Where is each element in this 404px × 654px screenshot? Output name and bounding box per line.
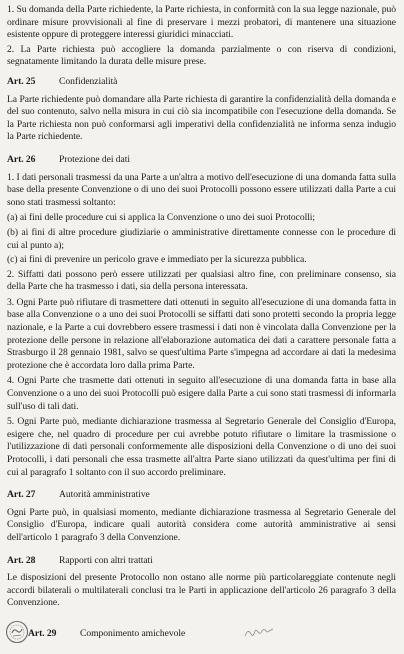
article-number: Art. 27 [7, 489, 36, 501]
article-26-paragraph-1: 1. I dati personali trasmessi da una Parte a un'altra a motivo dell'esecuzione di una domanda fatta sulla base della presente Convenzione o di uno dei suoi Protocolli possono essere utilizzati dalla Parte a cui sono stati trasmessi soltanto: [7, 171, 396, 208]
article-27-paragraph: Ogni Parte può, in qualsiasi momento, mediante dichiarazione trasmessa al Segretario Generale del Consiglio d'Europa, indicare quali autorità considera come autorità amministrative ai sensi dell'articolo 1 paragrafo 3 della Convenzione. [7, 506, 396, 543]
article-26-paragraph-4: 4. Ogni Parte che trasmette dati ottenuti in seguito all'esecuzione di una domanda fatta in base alla Convenzione o a uno dei suoi Protocolli può esigere dalla Parte a cui sono stati trasmessi di informarla sull'uso di tali dati. [7, 375, 396, 412]
article-26-paragraph-2: 2. Siffatti dati possono però essere utilizzati per qualsiasi altro fine, con preliminare consenso, sia della Parte che ha trasmesso i dati, sia della persona interessata. [7, 268, 396, 293]
handwritten-initials-icon [243, 626, 277, 640]
article-26-paragraph-5: 5. Ogni Parte può, mediante dichiarazione trasmessa al Segretario Generale del Consiglio d'Europa, esigere che, nel quadro di procedure per cui avrebbe potuto rifiutare o limitare la trasmissione o l'utilizzazione di dati personali conformemente alle disposizioni della Convenzione o di uno dei suoi Protocolli, i dati personali che essa trasmette all'altra Parte siano utilizzati da quest'ultima per fini di cui al paragrafo 1 soltanto con il suo accordo preliminare. [7, 416, 396, 478]
article-title: Protezione dei dati [59, 153, 130, 165]
article-26-item-a: (a) ai fini delle procedure cui si applica la Convenzione o uno dei suoi Protocolli; [7, 212, 316, 224]
article-28-paragraph: Le disposizioni del presente Protocollo non ostano alle norme più particolareggiate contenute negli accordi bilaterali o multilaterali conclusi tra le Parti in applicazione dell'articolo 26 paragrafo 3 della Convenzione. [7, 572, 396, 609]
article-number: Art. 26 [7, 153, 36, 165]
article-25-paragraph: La Parte richiedente può domandare alla Parte richiesta di garantire la confidenzialità della domanda e del suo contenuto, salvo nella misura in cui ciò sia incompatibile con l'esecuzione della domanda. Se la Parte richiesta non può conformarsi agli imperativi della confidenzialità ne informa senza indugio la Parte richiedente. [7, 93, 396, 143]
article-heading-26 [7, 154, 396, 167]
article-heading-28 [7, 555, 396, 568]
article-number: Art. 25 [7, 75, 36, 87]
article-26-paragraph-3: 3. Ogni Parte può rifiutare di trasmettere dati ottenuti in seguito all'esecuzione di una domanda fatta in base alla Convenzione o a uno dei suoi Protocolli se siffatti dati sono protetti secondo la propria legge nazionale, e la Parte a cui dovrebbero essere trasmessi i dati non è vincolata dalla Convenzione per la protezione delle persone in relazione all'elaborazione automatica dei dati a carattere personale fatta a Strasburgo il 28 gennaio 1981, salvo se quest'ultima Parte s'impegna ad accordare ai dati la medesima protezione che è accordata loro dalla prima Parte. [7, 296, 396, 371]
article-title: Rapporti con altri trattati [59, 554, 153, 566]
article-number: Art. 29 [28, 628, 57, 639]
article-heading-29 [7, 628, 185, 641]
article-number: Art. 28 [7, 554, 36, 566]
paragraph-measures-1: 1. Su domanda della Parte richiedente, la Parte richiesta, in conformità con la sua legge nazionale, può ordinare misure provvisionali al fine di preservare i mezzi probatori, di mantenere una situazione esistente oppure di proteggere interessi giuridici minacciati. [7, 4, 396, 41]
paragraph-measures-2: 2. La Parte richiesta può accogliere la domanda parzialmente o con riserva di condizioni, segnatamente limitando la durata delle misure prese. [7, 43, 396, 68]
article-title: Confidenzialità [59, 75, 118, 87]
article-26-item-c: (c) ai fini di prevenire un pericolo grave e immediato per la sicurezza pubblica. [7, 254, 307, 266]
article-26-item-b: (b) ai fini di altre procedure giudiziarie o amministrative direttamente connesse con le procedure di cui al punto a); [7, 226, 396, 251]
article-title: Autorità amministrative [59, 489, 150, 501]
article-title: Componimento amichevole [80, 628, 186, 639]
article-heading-25 [7, 76, 396, 89]
article-heading-27 [7, 489, 396, 502]
